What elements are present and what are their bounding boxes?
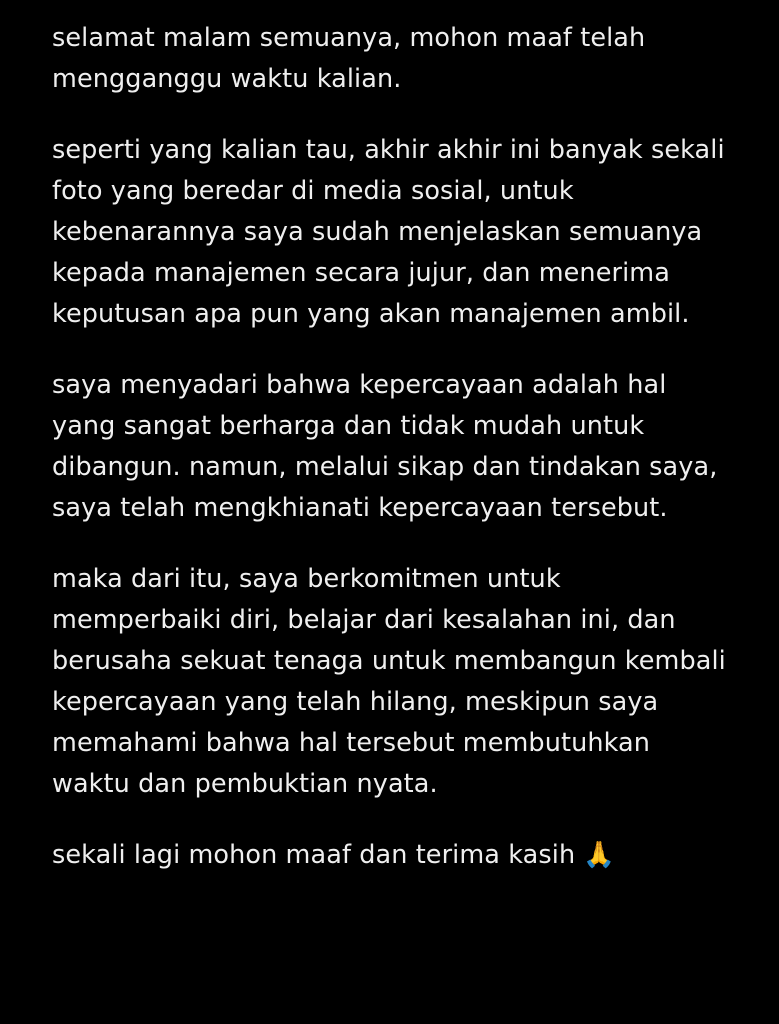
statement-paragraph-4: maka dari itu, saya berkomitmen untuk memperbaiki diri, belajar dari kesalahan ini, dan berusaha sekuat tenaga untuk membangun kembali kepercayaan yang telah hilang, meskipun saya memahami bahwa hal tersebut membutuhkan waktu dan pembuktian nyata. (52, 564, 735, 799)
statement-paragraph-1: selamat malam semuanya, mohon maaf telah mengganggu waktu kalian. (52, 23, 654, 94)
statement-paragraph-closing: sekali lagi mohon maaf dan terima kasih 🙏 (52, 840, 616, 870)
statement-paragraph-2: seperti yang kalian tau, akhir akhir ini banyak sekali foto yang beredar di media sosial, untuk kebenarannya saya sudah menjelaskan semuanya kepada manajemen secara jujur, dan menerima keputusan apa pun yang akan manajemen ambil. (52, 135, 733, 329)
statement-paragraph-3: saya menyadari bahwa kepercayaan adalah hal yang sangat berharga dan tidak mudah untuk dibangun. namun, melalui sikap dan tindakan saya, saya telah mengkhianati kepercayaan tersebut. (52, 370, 726, 523)
